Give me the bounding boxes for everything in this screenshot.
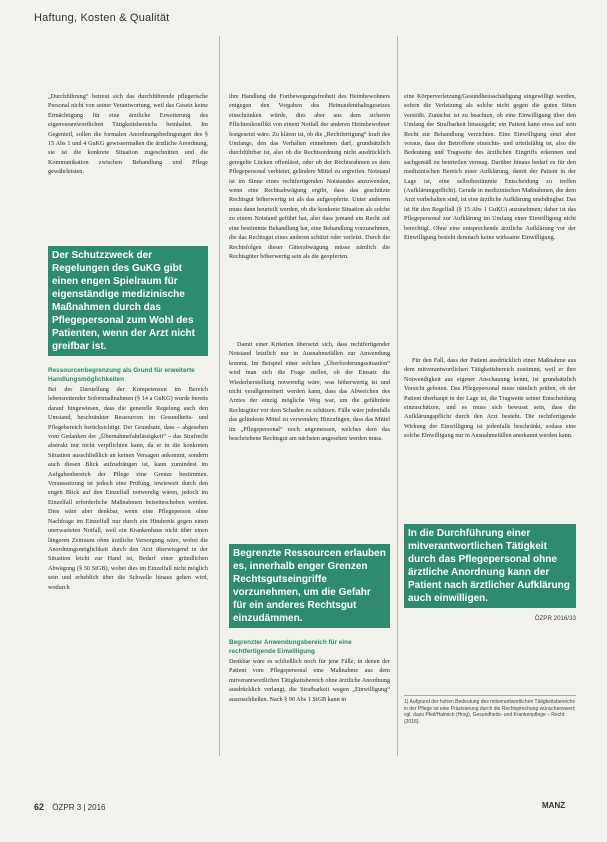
column-divider xyxy=(397,36,398,756)
page-footer-left xyxy=(34,802,105,812)
body-paragraph: Für den Fall, dass der Patient ausdrücklich einer Maßnahme aus dem mitverantwortlichen Tätigkeitsbereich zustimmt, weil er ihre Notwendigkeit aus eigener Anschauung kennt, ist grundsätzlich Vorsicht geboten. Das Pflegepersonal muss nämlich prüfen, ob der Patient überhaupt in der Lage ist, die Tragweite seiner Entscheidung einzuschätzen, und es muss sich bewusst sein, dass die Aufklärungspflicht durch den Arzt besteht. Die rechtfertigende Wirkung der Einwilligung ist jedenfalls beschränkt, sodass eine solche Einwilligung nur in Ausnahmefällen anerkannt werden kann. xyxy=(404,357,576,440)
body-paragraph: „Durchführung“ betreut sich das durchführende pflegerische Personal nicht von seiner Verantwortung, weil das Gesetz keine Ermächtigung für eine ärztliche Erweiterung des eigenverantwortlichen Tätigkeitsbereichs beinhaltet. Im Gegenteil, sollen die formalen Anordnungsbedingungen des § 15 Abs 1 und 4 GuKG gewissermaßen die ärztliche Anordnung, sie ist die konkrete Situation zugeschnitten und die Kommunikation zwischen Behandlung und Pflege gewährleisten. xyxy=(48,93,208,176)
pull-quote: Begrenzte Ressourcen erlauben es, innerhalb enger Grenzen Rechtsgutseingriffe vorzunehmen, um die Gefahr für ein anderes Rechtsgut einzudämmen. xyxy=(229,544,390,628)
column-2 xyxy=(229,92,390,741)
pull-quote: In die Durchführung einer mitverantwortlichen Tätigkeit durch das Pflegepersonal ohne ärztliche Anordnung kann der Patient nach ärztlicher Aufklärung auch einwilligen. xyxy=(404,524,576,608)
body-paragraph: Damit einer Kriterien übersetzt sich, dass rechtfertigender Notstand letztlich nur in Ausnahmefällen zur Anwendung kommt. Im Beispiel einer solchen „Überforderungssituation“ wird man sich die Frage stellen, ob der Einsatz die Wiederherstellung notwendig wäre, was höherwertig ist und nicht verallgemeinert werden kann, dass das Abweichen des Arztes der einzig mögliche Weg war, um die gefährdete Rechtsgüter vor dem Schaden zu schützen. Fälle wäre jedenfalls das gelindeste Mittel zu verwenden; Hinzufügen, dass das Mittel im „Pflegepersonal“ noch angemessen, welches dem das beschriebene Rechtsgut am nächsten angesehen werden muss. xyxy=(229,341,390,443)
body-paragraph: ihre Handlung die Fortbewegungsfreiheit des Heimbewohners entgegen den Vorgaben des Heimaufenthaltsgesetzes einschränken würde, dies aber aus dem sicheren Pflichtenkonflikt von einem Notfall der anderen Heimbewohner festgesetzt wäre. Zu klären ist, ob die „Rechtfertigung“ kraft des Umfangs, den das Verhalten einnehmen darf, grundsätzlich durchführbar ist, also ob die Rechtsordnung nicht ausdrücklich geregelte Lücken offenlässt, oder ob der Rechtsrahmen es dem Pflegepersonal verbietet, gelindere Mittel zu ergreifen. Notstand ist im Sinne eines rechtfertigenden Notstandes anzuwenden, wenn eine Rechtsabwägung ergibt, dass das geschützte Rechtsgut höherwertig ist als das aufgeopferte. Unter anderem muss dann beurteilt werden, ob die konkrete Situation als solche zu einem Notstand geführt hat, also dass jemand ein Recht auf eine bestimmte Behandlung hat, eine Behandlung vorzunehmen, die das Rechtsgut eines anderen schützt oder verletzt. Durch die Rechtsfolgen dieser Güterabwägung müsse nämlich die Rechtsgüter höherwertig sein als die geopferten. xyxy=(229,93,390,260)
page-number: 62 xyxy=(34,802,45,812)
column-3 xyxy=(404,92,576,725)
publisher-logo: MANZ xyxy=(542,801,566,810)
column-divider xyxy=(219,36,220,756)
body-paragraph: Denkbar wäre es schließlich noch für jene Fälle, in denen der Patient vom Pflegepersonal eine Maßnahme aus dem mitverantwortlichen Tätigkeitsbereich ohne ärztliche Anordnung ausdrücklich verlangt, die Strafbarkeit wegen „Einwilligung“ auszuschließen. Nach § 90 Abs 1 StGB kann in xyxy=(229,658,390,703)
body-paragraph: Bei der Darstellung der Kompetenzen im Bereich lebensrettender Sofortmaßnahmen (§ 14 a GuKG) wurde bereits darauf hingewiesen, dass die generelle Regelung auch den Umstand, beschränkter Ressourcen im Gesundheits- und Pflegebereich berücksichtigt. Der Grundsatz, dass – abgesehen vom Gedanken der „Übernahmefahrlässigkeit“ – das Strafrecht abstrakt nur nicht verpflichten kann, da er in die konkreten Situation ausschließlich an keinen Versagen ankommt, sondern auch diesen Blick aufzudrängen ist, kann zumindest im Aufgabenbereich der Pflege eine Grenze bestimmen. Voraussetzung ist jedoch eine Prüfung, inwieweit durch den engen Blick auf den Einzelfall notwendig wären, jedoch im Einzelfall erforderliche Maßnahmen beiseiteschoben werden. Dies wäre aber denkbar, wenn eine Pflegeperson ohne Nachfrage im Einzelfall nur durch ein Hindernis gegen einen unerwarteten Notfall, weil ein Krankenhaus nicht über einen längeren Zeitraum ohne ärztliche Versorgung wäre, wobei die Anordnungsmöglichkeit durch den Arzt überwiegend in der Situation leicht zur Hand ist, Bedarf einer gründlichen Abwägung (§ 50 StGB), wobei dies im Einzelfall nicht möglich sein und erheblich über die Schwelle hinaus gehen wird, wodurch xyxy=(48,386,208,591)
column-1 xyxy=(48,92,208,763)
footnote: 1) Aufgrund der hohen Bedeutung des mitverantwortlichen Tätigkeitsbereichs in der Pflege ist eine Präzisierung durch die Rechtsprechung wünschenswert; vgl. dazu Pfeil/Halmich (Hrsg), Gesundheits- und Krankenpflege – Recht (2016). xyxy=(404,695,576,725)
section-subheading: Begrenzter Anwendungsbereich für eine rechtfertigende Einwilligung xyxy=(229,639,352,655)
pull-quote: Der Schutzzweck der Regelungen des GuKG gibt einen engen Spielraum für eigenständige medizinische Maßnahmen durch das Pflegepersonal zum Wohl des Patienten, wenn der Arzt nicht greifbar ist. xyxy=(48,246,208,356)
section-subheading: Ressourcenbegrenzung als Grund für erweiterte Handlungsmöglichkeiten xyxy=(48,367,195,383)
running-header: Haftung, Kosten & Qualität xyxy=(34,12,170,24)
body-paragraph: eine Körperverletzung/Gesundheitsschädigung eingewilligt werden, sofern die Verletzung als solche nicht gegen die guten Sitten verstößt. Zunächst ist zu beachten, ob eine Einwilligung über den Umfang der Strafbarkeit hinausgeht; ein Patient kann etwa auf sein Recht zur Behandlung verzichten. Eine Einwilligung setzt aber voraus, dass der Betroffene einsichts- und urteilsfähig ist, also die Bedeutung und Tragweite des ärztlichen Eingriffs erkennen und sachgemäß zu beurteilen vermag. Darüber hinaus bedarf es für den medizinischen Bereich einer Aufklärung, damit der Patient in der Lage ist, eine selbstbestimmte Entscheidung zu treffen (Aufklärungspflicht). Gerade in medizinischen Maßnahmen, die dem Arzt vorbehalten sind, ist eine ärztliche Aufklärung unabdingbar. Das ist für den Regelfall (§ 15 Abs 1 GuKG) anzunehmen; daher ist das Pflegepersonal zur Aufklärung im Umfang einer Einwilligung nicht berechtigt. Ohne eine entsprechende ärztliche Aufklärung vor der Einwilligung besteht demnach keine wirksame Einwilligung. xyxy=(404,93,576,242)
article-citation: ÖZPR 2016/33 xyxy=(534,615,576,622)
journal-issue: ÖZPR 3 | 2016 xyxy=(52,803,106,812)
